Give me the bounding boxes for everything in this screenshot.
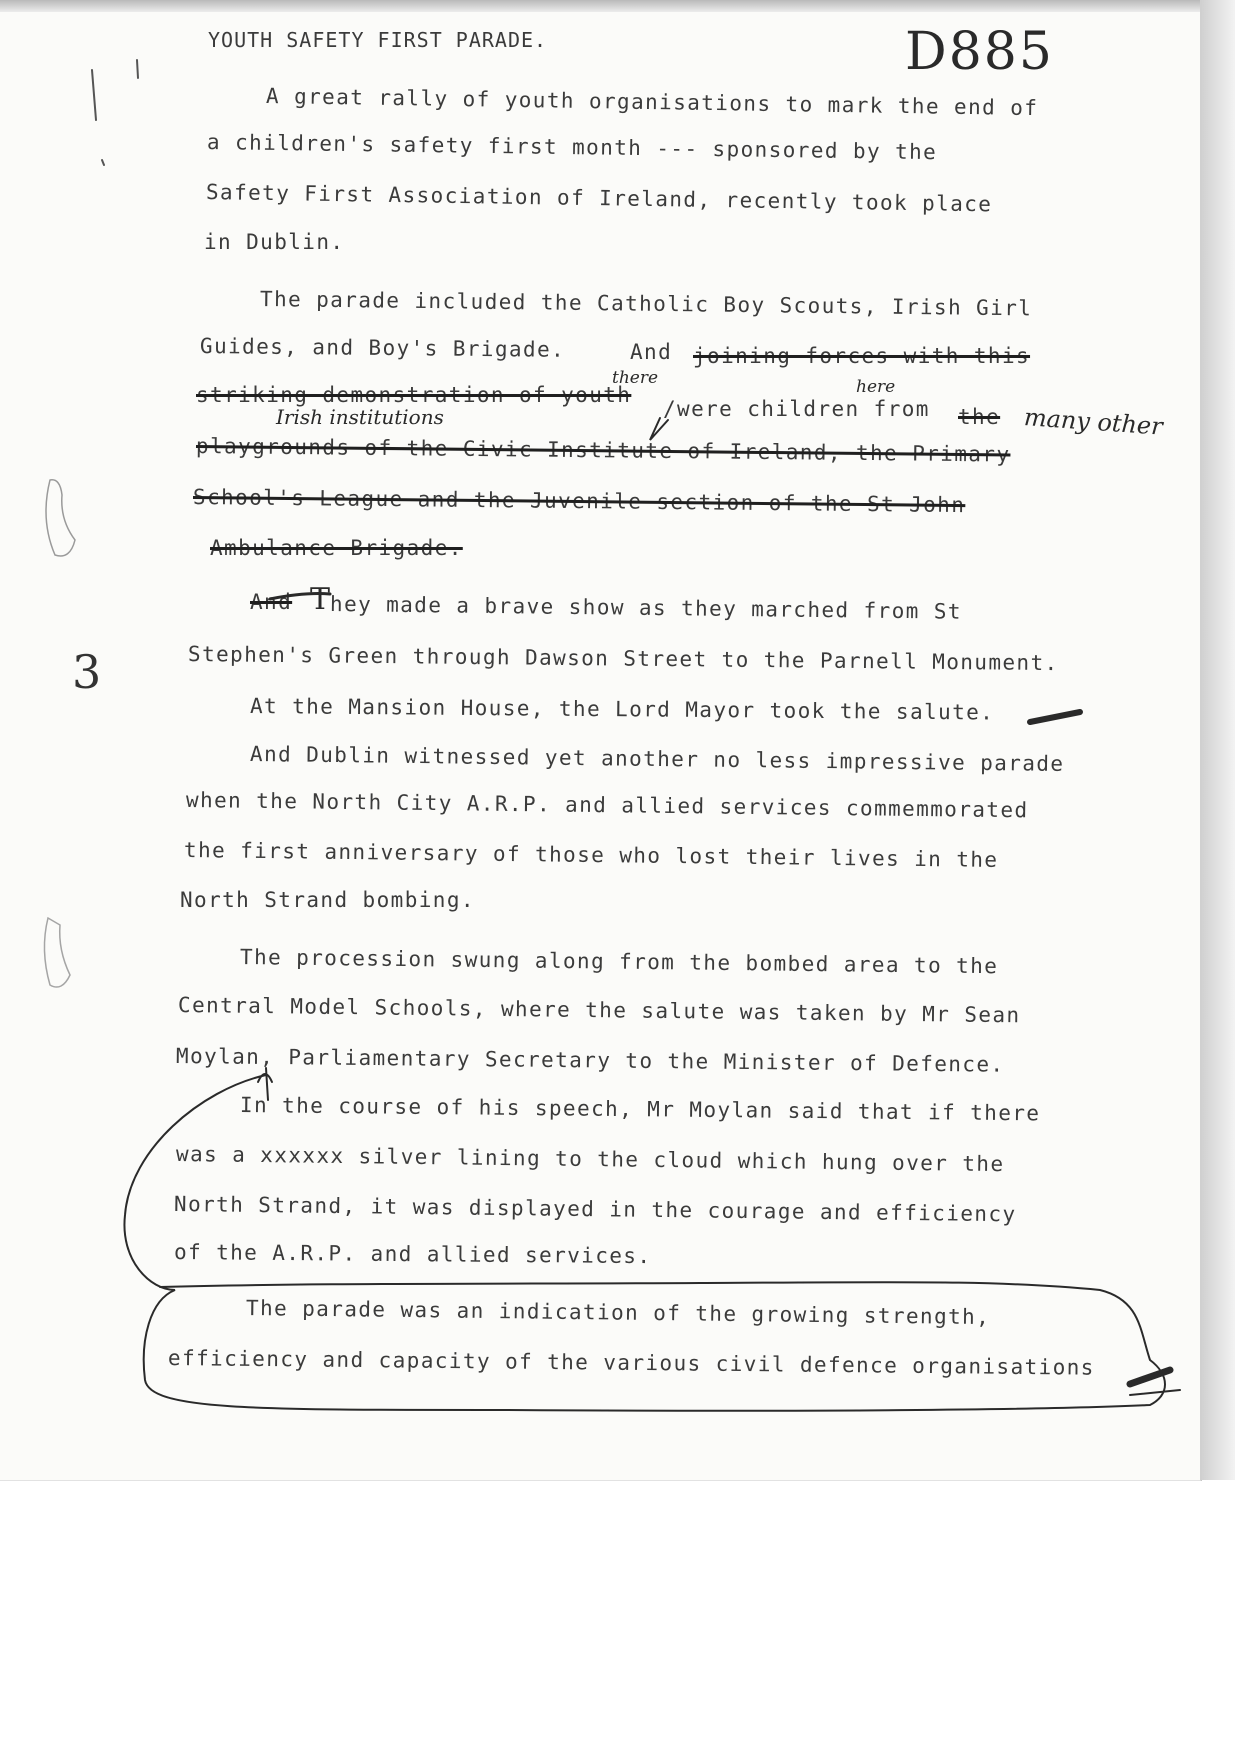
para3-line1: hey made a brave show as they marched from St xyxy=(329,592,963,624)
struck-text-2: striking demonstration of youth xyxy=(196,383,632,407)
para8-line2: efficiency and capacity of the various civil defence organisations xyxy=(167,1346,1095,1380)
handwritten-irish-institutions: Irish institutions xyxy=(276,405,444,429)
scan-right-edge xyxy=(1200,0,1235,1480)
para7-line2: was a xxxxxx silver lining to the cloud which hung over the xyxy=(175,1142,1005,1177)
handwritten-many-other: many other xyxy=(1023,403,1164,441)
handwritten-here: here xyxy=(856,377,896,397)
para1-line4: in Dublin. xyxy=(204,230,345,254)
struck-text-3: playgrounds of the Civic Institute of Ireland, the Primary xyxy=(195,434,1011,467)
margin-number: 3 xyxy=(72,645,102,699)
para5-line2: when the North City A.R.P. and allied services commemmorated xyxy=(185,788,1029,823)
para7-line3: North Strand, it was displayed in the courage and efficiency xyxy=(173,1192,1017,1227)
para2-were-children: /were children from xyxy=(663,397,930,421)
para1-line1: A great rally of youth organisations to mark the end of xyxy=(265,84,1039,121)
para3-line2: Stephen's Green through Dawson Street to the Parnell Monument. xyxy=(187,642,1059,676)
document-title: YOUTH SAFETY FIRST PARADE. xyxy=(208,28,548,52)
struck-text-1: joining forces with this xyxy=(693,344,1031,368)
scan-top-edge xyxy=(0,0,1235,12)
para8-line1: The parade was an indication of the growing strength, xyxy=(245,1296,991,1330)
para6-line1: The procession swung along from the bombed area to the xyxy=(239,945,999,979)
para5-line1: And Dublin witnessed yet another no less impressive parade xyxy=(249,742,1065,776)
para5-line3: the first anniversary of those who lost their lives in the xyxy=(183,838,999,872)
para2-and: And xyxy=(630,340,673,364)
handwritten-there: there xyxy=(612,368,659,388)
para7-line1: In the course of his speech, Mr Moylan said that if there xyxy=(239,1093,1041,1126)
para6-line2: Central Model Schools, where the salute was taken by Mr Sean xyxy=(177,993,1021,1028)
reference-number: D885 xyxy=(905,22,1054,82)
struck-text-4: School's League and the Juvenile section of the St John xyxy=(192,485,966,518)
struck-text-5: Ambulance Brigade. xyxy=(210,536,463,560)
para2-line2: Guides, and Boy's Brigade. xyxy=(199,334,566,362)
struck-and: And xyxy=(250,590,293,614)
para1-line2: a children's safety first month --- sponsored by the xyxy=(206,130,938,165)
struck-the: the xyxy=(958,405,1001,429)
para4-line1: At the Mansion House, the Lord Mayor took the salute. xyxy=(249,694,995,725)
para5-line4: North Strand bombing. xyxy=(180,888,475,912)
para7-line4: of the A.R.P. and allied services. xyxy=(173,1240,652,1269)
para2-line1: The parade included the Catholic Boy Scouts, Irish Girl xyxy=(259,287,1033,321)
para6-line3: Moylan, Parliamentary Secretary to the Minister of Defence. xyxy=(175,1044,1005,1077)
para1-line3: Safety First Association of Ireland, recently took place xyxy=(205,180,993,217)
handwritten-capital-t: T xyxy=(310,582,331,617)
